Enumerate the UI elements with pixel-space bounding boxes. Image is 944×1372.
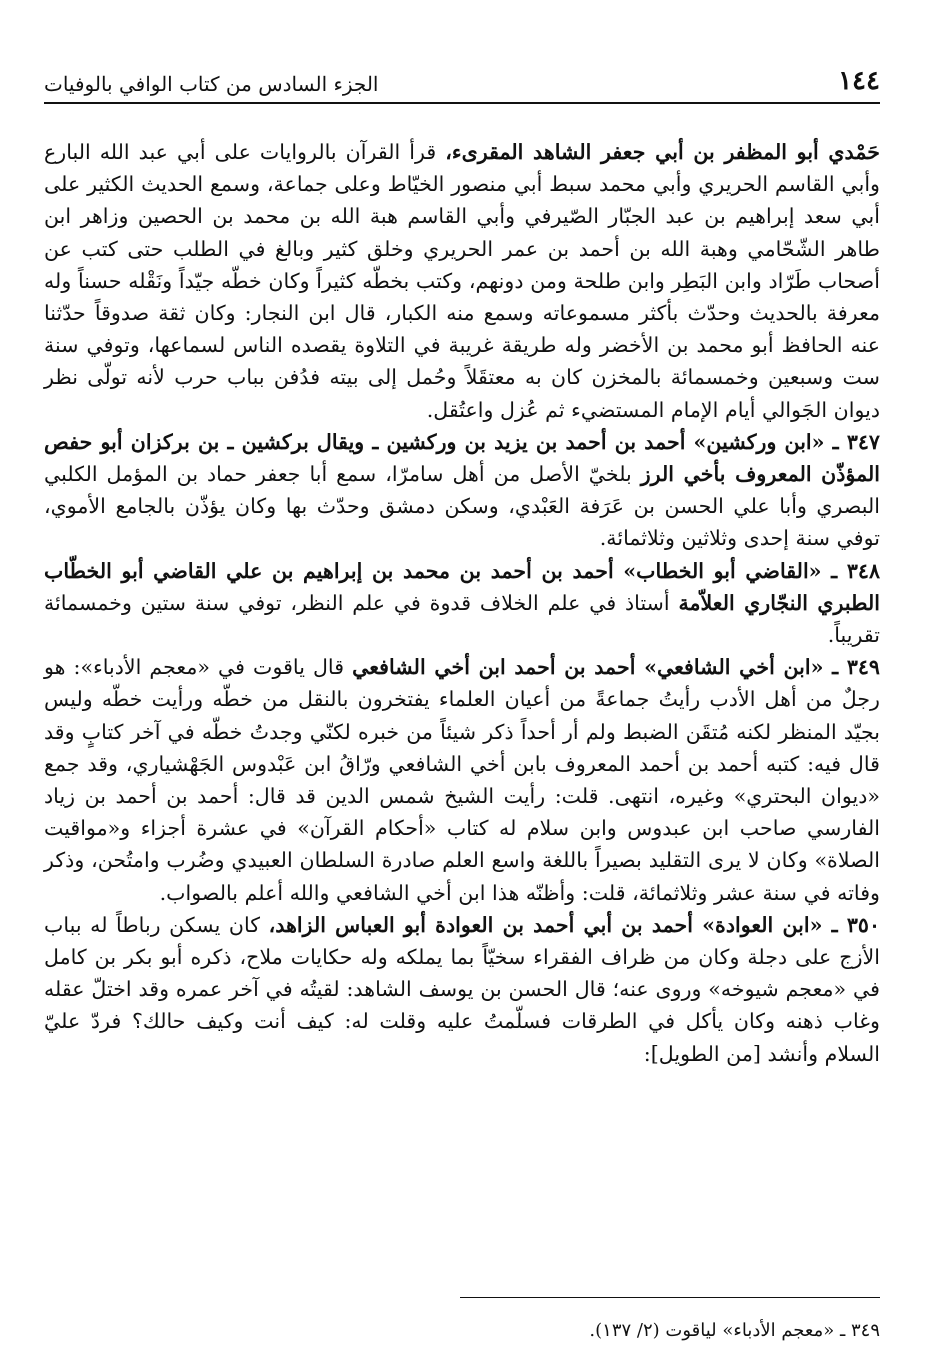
page-header bbox=[44, 64, 880, 104]
entry-text: أستاذ في علم الخلاف قدوة في علم النظر، توفي سنة ستين وخمسمائة تقريباً. bbox=[44, 590, 880, 648]
footnote: ٣٤٩ ـ «معجم الأدباء» لياقوت (٢/ ١٣٧). bbox=[589, 1320, 880, 1341]
entry-348 bbox=[44, 555, 880, 652]
page-number: ١٤٤ bbox=[838, 66, 880, 96]
entry-heading: «ابن أخي الشافعي» أحمد بن أحمد ابن أخي الشافعي bbox=[352, 655, 824, 680]
main-text bbox=[44, 136, 880, 1070]
entry-continued bbox=[44, 136, 880, 426]
footnote-divider bbox=[460, 1297, 880, 1298]
entry-number: ٣٥٠ ـ bbox=[822, 912, 881, 937]
entry-347 bbox=[44, 426, 880, 555]
running-title: الجزء السادس من كتاب الوافي بالوفيات bbox=[44, 72, 379, 96]
entry-text: قال ياقوت في «معجم الأدباء»: هو رجلٌ من أهل الأدب رأيتُ جماعةً من أعيان العلماء يفتخرون بالنقل من خطّه ورأيت خطّه وليس بجيّد المنظر لكنه مُتقَن الضبط ولم أر أحداً ذكر شيئاً من خبره لكنّي وجدتُ خطّه في آخر كتابٍ وقد قال فيه: كتبه أحمد بن أحمد المعروف بابن أخي الشافعي ورّاقُ ابن عَبْدوس الجَهْشياري، وقد جمع «ديوان البحتري» وغيره، انتهى. قلت: رأيت الشيخ شمس الدين قد قال: أحمد بن أحمد بن زياد الفارسي صاحب ابن عبدوس وابن سلام له كتاب «أحكام القرآن» في عشرة أجزاء و«مواقيت الصلاة» وكان لا يرى التقليد بصيراً باللغة واسع العلم صادرة السلطان العبيدي وضُرب وامتُحن، وذكر وفاته في سنة عشر وثلاثمائة، قلت: وأظنّه هذا ابن أخي الشافعي والله أعلم بالصواب. bbox=[44, 655, 880, 905]
entry-text: قرأ القرآن بالروايات على أبي عبد الله البارع وأبي القاسم الحريري وأبي محمد سبط أبي منصور الخيّاط وعلى جماعة، وسمع الحديث الكثير على أبي سعد إبراهيم بن عبد الجبّار الصّيرفي وأبي القاسم هبة الله بن محمد بن الحصين وزاهر ابن طاهر الشّحّامي وهبة الله بن أحمد بن عمر الحريري وخلق كثير وبالغ في الطلب حتى كتب عن أصحاب طَرّاد وابن البَطِر وابن طلحة ومن دونهم، وكتب بخطّه كثيراً وكان خطّه جيّداً ونَقْله حسناً وله معرفة بالحديث وحدّث بأكثر مسموعاته وسمع منه الكبار، قال ابن النجار: وكان ثقة صدوقاً حدّثنا عنه الحافظ أبو محمد بن الأخضر وله طريقة غريبة في التلاوة يقصده الناس لسماعها، وتوفي سنة ست وسبعين وخمسمائة بالمخزن كان به معتقَلاً وحُمل إلى بيته فدُفن بباب حرب لأنه تولّى نظر ديوان الجَوالي أيام الإمام المستضيء ثم عُزل واعتُقل. bbox=[44, 140, 880, 422]
entry-heading: حَمْدي أبو المظفر بن أبي جعفر الشاهد المقرىء، bbox=[445, 140, 880, 164]
entry-text: كان يسكن رباطاً له بباب الأزج على دجلة وكان من ظراف الفقراء سخيّاً بما يملكه وله حكايات ملاح، ذكره أبو بكر بن كامل في «معجم شيوخه» وروى عنه؛ قال الحسن بن يوسف الشاهد: لقيتُه في آخر عمره وقد اختلّ عقله وغاب ذهنه وكان يأكل في الطرقات فسلّمتُ عليه وقلت له: كيف أنت وكيف حالك؟ فردّ عليّ السلام وأنشد [من الطويل]: bbox=[44, 912, 880, 1066]
entry-heading: «ابن العوادة» أحمد بن أبي أحمد بن العوادة أبو العباس الزاهد، bbox=[268, 912, 823, 937]
entry-heading: «القاضي أبو الخطاب» أحمد بن أحمد بن محمد بن إبراهيم بن علي القاضي أبو الخطّاب الطبري النجّاري العلاّمة bbox=[44, 558, 880, 615]
entry-349 bbox=[44, 651, 880, 909]
entry-350 bbox=[44, 909, 880, 1070]
entry-heading: «ابن وركشين» أحمد بن أحمد بن يزيد بن وركشين ـ ويقال بركشين ـ بن بركزان أبو حفص المؤذّن المعروف بأخي الرز bbox=[44, 429, 880, 487]
entry-number: ٣٤٧ ـ bbox=[824, 429, 880, 454]
entry-text: بلخيّ الأصل من أهل سامرّا، سمع أبا جعفر حماد بن المؤمل الكلبي البصري وأبا علي الحسن بن عَرَفة العَبْدي، وسكن دمشق وحدّث بها وكان يؤذّن بالجامع الأموي، توفي سنة إحدى وثلاثين وثلاثمائة. bbox=[44, 462, 880, 551]
entry-number: ٣٤٨ ـ bbox=[821, 558, 881, 583]
entry-number: ٣٤٩ ـ bbox=[823, 655, 880, 680]
